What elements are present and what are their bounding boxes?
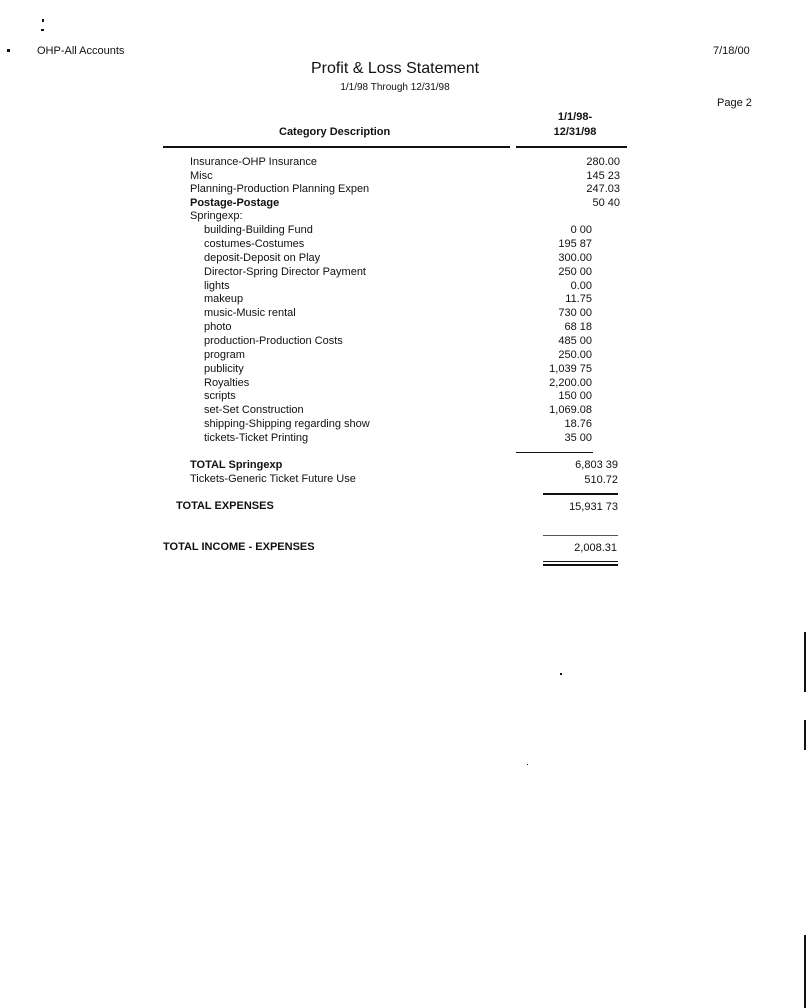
row-amount: 280.00 [586,156,620,168]
row-amount: 0.00 [570,280,592,292]
net-total-double-rule-top [543,561,618,562]
subtotal-rule [516,452,593,453]
row-label: deposit-Deposit on Play [204,252,321,264]
row-amount: 11.75 [565,293,592,305]
row-label-group: Springexp: [190,210,243,222]
row-label: costumes-Costumes [204,238,305,250]
header-rule-amount [516,146,627,148]
row-amount: 195 87 [558,238,592,250]
account-name: OHP-All Accounts [37,45,125,57]
scan-speck [7,49,10,52]
row-amount: 247.03 [586,183,620,195]
header-rule-description [163,146,510,148]
row-amount: 250.00 [558,349,592,361]
row-amount: 485 00 [558,335,592,347]
row-label: tickets-Ticket Printing [204,432,309,444]
net-total-label: TOTAL INCOME - EXPENSES [163,541,315,553]
column-header-period-end: 12/31/98 [553,126,597,138]
row-label: program [204,349,245,361]
row-label: photo [204,321,232,333]
scan-edge-mark [804,935,806,1008]
net-total-top-rule [543,535,618,536]
row-amount: 150 00 [558,390,592,402]
column-header-description: Category Description [279,126,391,138]
row-label: Planning-Production Planning Expen [190,183,370,195]
total-expenses-label: TOTAL EXPENSES [176,500,274,512]
row-amount: 35 00 [564,432,592,444]
row-amount: 300.00 [558,252,592,264]
row-amount: 68 18 [564,321,592,333]
row-amount: 18.76 [564,418,592,430]
net-total-amount: 2,008.31 [574,542,617,554]
row-label: scripts [204,390,236,402]
scan-speck [41,29,44,31]
row-label: Insurance-OHP Insurance [190,156,317,168]
scan-speck [560,673,562,675]
scan-speck [527,764,528,765]
report-title: Profit & Loss Statement [310,60,480,77]
row-label: publicity [204,363,244,375]
row-label: production-Production Costs [204,335,343,347]
row-label: building-Building Fund [204,224,313,236]
row-amount: 730 00 [558,307,592,319]
row-label: Royalties [204,377,250,389]
total-expenses-amount: 15,931 73 [569,501,618,513]
net-total-double-rule-bottom [543,564,618,566]
row-label: Postage-Postage [190,197,280,209]
scan-speck [42,19,44,22]
row-label: Misc [190,170,213,182]
report-period: 1/1/98 Through 12/31/98 [340,82,450,93]
row-label: makeup [204,293,244,305]
row-amount: 250 00 [558,266,592,278]
row-label: Tickets-Generic Ticket Future Use [190,473,356,485]
row-label: shipping-Shipping regarding show [204,418,370,430]
row-amount: 510.72 [584,474,618,486]
column-header-period-start: 1/1/98- [557,111,593,123]
row-amount: 2,200.00 [549,377,592,389]
row-label: lights [204,280,230,292]
row-amount: 50 40 [592,197,620,209]
row-label: music-Music rental [204,307,296,319]
row-label: Director-Spring Director Payment [204,266,366,278]
row-amount: 1,069.08 [549,404,592,416]
row-label: set-Set Construction [204,404,304,416]
total-rule [543,493,618,495]
row-amount: 0 00 [570,224,592,236]
row-amount: 145 23 [586,170,620,182]
scan-edge-mark [804,632,806,692]
row-amount: 1,039 75 [549,363,592,375]
scan-edge-mark [804,720,806,750]
subtotal-label: TOTAL Springexp [190,459,283,471]
subtotal-amount: 6,803 39 [575,459,618,471]
report-date: 7/18/00 [713,45,750,57]
page-number: Page 2 [717,97,752,109]
